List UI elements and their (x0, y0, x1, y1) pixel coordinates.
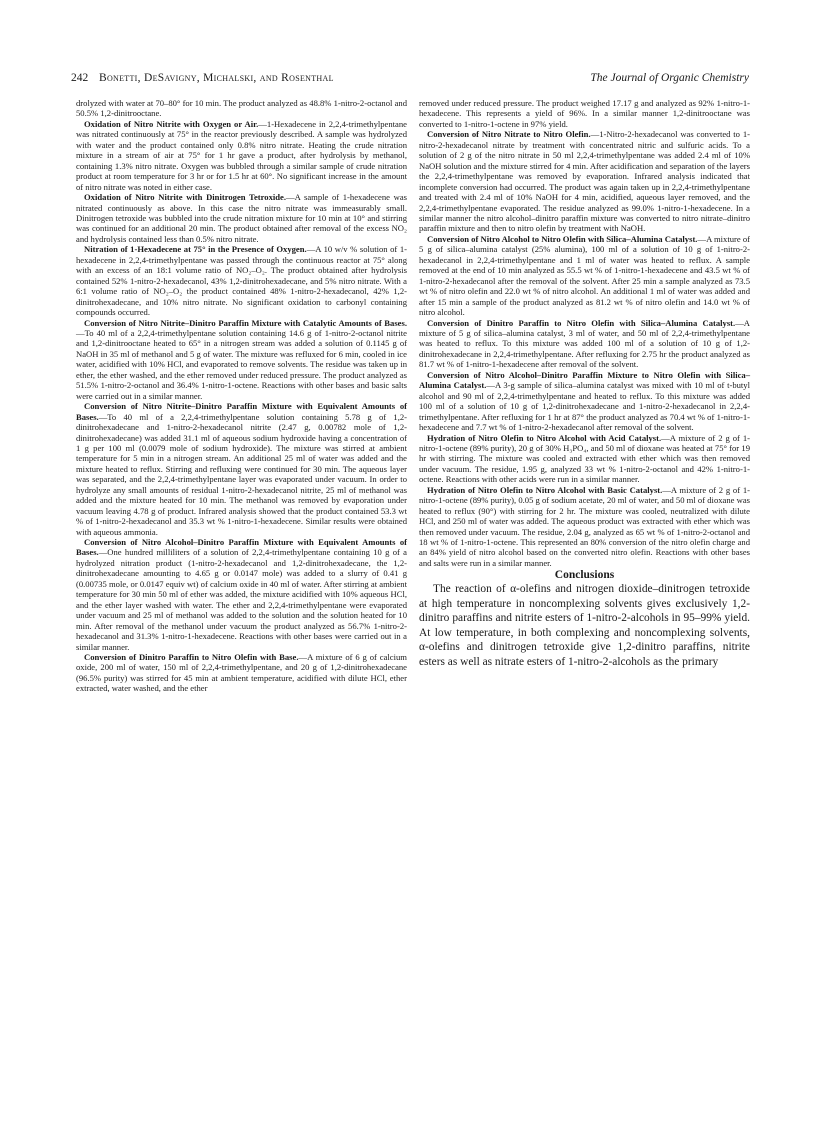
paragraph (419, 318, 750, 370)
paragraph (419, 485, 750, 569)
paragraph-body: —A mixture of 6 g of calcium oxide, 200 ml of water, 150 ml of 2,2,4-trimethylpentane, and 20 g of 1,2-dinitrohexadecane (96.5% purity) was stirred for 45 min at ambient temperature, acidified with dilute HCl, ether extracted, water washed, and the ether (76, 652, 407, 694)
journal-title: The Journal of Organic Chemistry (590, 72, 749, 84)
running-head (71, 70, 749, 86)
section-heading: Conversion of Nitro Nitrite–Dinitro Paraffin Mixture with Equivalent Amounts of Bases. (76, 401, 407, 422)
paragraph (419, 129, 750, 234)
conclusions-heading: Conclusions (554, 569, 615, 582)
paragraph (76, 318, 407, 402)
section-heading: Oxidation of Nitro Nitrite with Dinitrogen Tetroxide. (84, 192, 287, 203)
paragraph-body: —A mixture of 5 g of silica–alumina catalyst (25% alumina), 100 ml of a solution of 10 g of 1-nitro-2-hexadecanol in 2,2,4-trimethylpentane and 1 ml of water was heated to reflux. A sample removed at the end of 10 min analyzed as 55.5 wt % of 1-nitro-1-hexadecene and 43.5 wt % of 1-nitro-2-hexadecanol after the removal of the solvent. After 25 min a sample analyzed as 73.5 wt % of nitro olefin and 22.0 wt % of nitro alcohol. An additional 1 ml of water was added and after 15 min a sample of the product analyzed as 81.2 wt % of nitro olefin and 14.0 wt % of nitro alcohol. (419, 233, 750, 318)
section-heading: Conversion of Dinitro Paraffin to Nitro Olefin with Base. (84, 652, 299, 663)
paragraph-body: —A 10 w/v % solution of 1-hexadecene in 2,2,4-trimethylpentane was passed through the continuous reactor at 75° along with an excess of an 18:1 volume ratio of NO₂–O₂. The product obtained after hydrolysis contained 52% 1-nitro-2-hexadecanol, 43% 1,2-dinitrohexadecane, and 5% nitro nitrate. With a 6:1 volume ratio of NO₂–O₂ the product contained 48% 1-nitro-2-hexadecanol, 42% 1,2-dinitrohexadecane, and 10% nitro nitrate. No significant oxidation to carbonyl containing compounds occurred. (76, 244, 407, 318)
paragraph-body: —1-Hexadecene in 2,2,4-trimethylpentane was nitrated continuously at 75° in the reactor previously described. A sample was hydrolyzed with water and the product contained only 0.8% nitro nitrate. Heating the crude nitration mixture in a stream of air at 75° for 1 hr gave a product, after hydrolysis by methanol, containing 1.3% nitro nitrate. Oxygen was bubbled through a similar sample of crude nitration product at room temperature for 3 hr or for 1.5 hr at 60°. No significant increase in the amount of nitro nitrate was noted in either case. (76, 118, 407, 192)
paragraph (76, 652, 407, 694)
conclusions-paragraph: The reaction of α-olefins and nitrogen dioxide–dinitrogen tetroxide at high temperature in noncomplexing solvents gives exclusively 1,2-dinitro paraffins and nitrite esters of 1-nitro-2-alcohols in 95–99% yield. At low temperature, in both complexing and noncomplexing solvents, α-olefins and dinitrogen tetroxide give 1,2-dinitro paraffins, nitrite esters as well as nitrate esters of 1-nitro-2-alcohols as the primary (419, 583, 750, 668)
section-heading: Oxidation of Nitro Nitrite with Oxygen or Air. (84, 118, 259, 129)
paragraph (76, 192, 407, 244)
paragraph (76, 119, 407, 192)
paragraph (76, 401, 407, 537)
section-heading: Conversion of Nitro Alcohol–Dinitro Paraffin Mixture with Equivalent Amounts of Bases. (76, 537, 407, 558)
paragraph: drolyzed with water at 70–80° for 10 min. The product analyzed as 48.8% 1-nitro-2-octanol and 50.5% 1,2-dinitrooctane. (76, 98, 407, 119)
page-number: 242 (71, 72, 89, 84)
section-heading: Nitration of 1-Hexadecene at 75° in the Presence of Oxygen. (84, 244, 307, 255)
paragraph-body: —To 40 ml of a 2,2,4-trimethylpentane solution containing 14.6 g of 1-nitro-2-octanol nitrite and 1,2-dinitrooctane heated to 65° in a nitrogen stream was added a solution of 0.1145 g of NaOH in 35 ml of methanol and 5 g of water. The mixture was refluxed for 6 min, cooled in ice water, acidified with 10% HCl, and evaporated to remove solvents. The residue was taken up in ether, the ether washed, and the ether removed under reduced pressure. The product analyzed as 51.5% 1-nitro-2-octanol and 36.4% 1-nitro-1-octene. Reactions with other bases and basic salts were carried out in a similar manner. (76, 327, 407, 401)
paragraph-body: —One hundred milliliters of a solution of 2,2,4-trimethylpentane containing 10 g of a hydrolyzed nitration product (1-nitro-2-hexadecanol and 1,2-dinitrohexadecane, the 1,2-dinitrohexadecane amounting to 4.65 g or 0.0147 mole) was added to a slurry of 0.41 g (0.00735 mole, or 0.0147 equiv wt) of calcium oxide in 40 ml of water. After stirring at ambient temperature for 30 min 50 ml of ether was added, the mixture acidified with 10% aqueous HCl, and the ether layer washed with water. The ether and 2,2,4-trimethylpentane were evaporated under vacuum and 25 ml of methanol was added to the solution and the solution heated for 10 min. After removal of the methanol under vacuum the product analyzed as 56.7% 1-nitro-2-hexadecanol and 31.3% 1-nitro-1-hexadecene. Reactions with other bases were carried out in a similar manner. (76, 547, 407, 652)
section-heading: Hydration of Nitro Olefin to Nitro Alcohol with Basic Catalyst. (427, 484, 663, 495)
author-names: Bonetti, DeSavigny, Michalski, and Rosenthal (99, 72, 334, 84)
paragraph-body: —A 3-g sample of silica–alumina catalyst was mixed with 10 ml of t-butyl alcohol and 90 ml of 2,2,4-trimethylpentane and heated to reflux. To this mixture was added 100 ml of a solution of 10 g of 1,2-dinitrohexadecane and 1-nitro-2-hexadecanol in 2,2,4-trimethylpentane. After refluxing for 1 hr at 87° the product analyzed as 70.4 wt % of 1-nitro-1-hexadecene and 7.7 wt % of 1-nitro-2-hexadecanol after removal of the solvent. (419, 380, 750, 433)
section-heading: Conversion of Nitro Alcohol to Nitro Olefin with Silica–Alumina Catalyst. (427, 233, 698, 244)
paragraph-body: —A mixture of 5 g of silica–alumina catalyst, 3 ml of water, and 50 ml of 2,2,4-trimethylpentane was heated to reflux. To this mixture was added 100 ml of a solution of 10 g of 1,2-dinitrohexadecane in 2,2,4-trimethylpentane. After refluxing for 2.75 hr the product analyzed as 81.7 wt % of 1-nitro-1-hexadecene after removal of the solvent. (419, 317, 750, 370)
paragraph (76, 537, 407, 652)
right-column (419, 98, 750, 669)
section-heading: Conversion of Nitro Alcohol–Dinitro Paraffin Mixture to Nitro Olefin with Silica–Alumina Catalyst. (419, 369, 750, 391)
paragraph-body: —1-Nitro-2-hexadecanol was converted to 1-nitro-2-hexadecanol nitrate by treatment with concentrated nitric and sulfuric acids. To a solution of 2 g of the nitro nitrate in 50 ml 2,2,4-trimethylpentane was added 2.4 ml of 10% NaOH solution and the mixture stirred for 4 min. After acidification and separation of the layers the 2,2,4-trimethylpentane was removed by evaporation. Infrared analysis indicated that incomplete conversion had occurred. The product was again taken up in 2,2,4-trimethylpentane and treated with 2.4 ml of 10% NaOH for 4 min, acidified, aqueous layer removed, and the 2,2,4-trimethylpentane evaporated. The residue analyzed as 99.0% 1-nitro-1-hexadecene. In a similar manner the nitro alcohol–dinitro paraffin mixture was converted to nitro nitrate–dinitro paraffin mixture and then to nitro olefin by treatment with NaOH. (419, 129, 751, 234)
section-heading: Hydration of Nitro Olefin to Nitro Alcohol with Acid Catalyst. (427, 432, 662, 443)
paragraph-body: —A mixture of 2 g of 1-nitro-1-octene (89% purity), 20 g of 30% H₃PO₄, and 50 ml of dioxane was heated at 75° for 19 hr with stirring. The mixture was cooled and extracted with ether which was then removed under vacuum. The residue, 1.95 g, analyzed 33 wt % 1-nitro-2-octanol and 42% 1-nitro-1-octene. Reactions with other acids were run in a similar manner. (419, 432, 751, 485)
paragraph (419, 234, 750, 318)
paragraph-body: —A mixture of 2 g of 1-nitro-1-octene (89% purity), 0.05 g of sodium acetate, 20 ml of water, and 50 ml of dioxane was heated to reflux (90°) with stirring for 2 hr. The mixture was cooled, neutralized with dilute HCl, and 250 ml of water was added. The aqueous product was extracted with ether which was then removed under vacuum. The residue, 2.04 g, analyzed as 65 wt % of 1-nitro-2-octanol and 18 wt % of 1-nitro-1-octene. This represented an 80% conversion of the nitro olefin charge and an 84% yield of nitro alcohol based on the converted nitro olefin. Reactions with other bases and salts were run in a similar manner. (419, 484, 751, 568)
paragraph-body: —To 40 ml of a 2,2,4-trimethylpentane solution containing 5.78 g of 1,2-dinitrohexadecane and 1-nitro-2-hexadecanol nitrite (2.47 g, 0.00782 mole of 1,2-dinitrohexadecane) was added 31.1 ml of aqueous sodium hydroxide having a concentration of 1 g per 100 ml (0.0079 mole of sodium hydroxide). The mixture was stirred at ambient temperature for 5 min in a nitrogen stream. An additional 25 ml of water was added and the mixture heated to reflux. Stirring and refluxing were continued for 30 min. The aqueous layer was separated, and the 2,2,4-trimethylpentane layer was evaporated under vacuum. In order to hydrolyze any small amounts of residual 1-nitro-2-hexadecanol nitrite, 25 ml of methanol was added and the mixture heated for 10 min. The methanol was removed by evaporation under vacuum leaving 4.78 g of product. Infrared analysis showed that the product contained 53.3 wt % of 1-nitro-2-hexadecanol and 35.3 wt % 1-nitro-1-hexadecene. Similar results were obtained with aqueous ammonia. (76, 411, 407, 537)
left-column (76, 98, 407, 694)
section-heading: Conversion of Nitro Nitrate to Nitro Olefin. (427, 129, 591, 140)
section-heading: Conversion of Dinitro Paraffin to Nitro Olefin with Silica–Alumina Catalyst. (427, 317, 736, 328)
section-heading: Conversion of Nitro Nitrite–Dinitro Paraffin Mixture with Catalytic Amounts of Bases. (84, 317, 407, 328)
paragraph: removed under reduced pressure. The product weighed 17.17 g and analyzed as 92% 1-nitro-1-hexadecene. This represents a yield of 96%. In a similar manner 1,2-dinitrooctane was converted to 1-nitro-1-octene in 97% yield. (419, 98, 750, 129)
paragraph-body: —A sample of 1-hexadecene was nitrated continuously as above. In this case the nitro nitrate was immeasurably small. Dinitrogen tetroxide was bubbled into the crude nitration mixture for 10 min at 10° and stirring was continued for an additional 20 min. The product obtained after removal of the excess NO₂ and hydrolysis contained less than 0.5% nitro nitrate. (76, 192, 407, 244)
paragraph (76, 244, 407, 317)
paragraph (419, 370, 750, 433)
paragraph (419, 433, 750, 485)
